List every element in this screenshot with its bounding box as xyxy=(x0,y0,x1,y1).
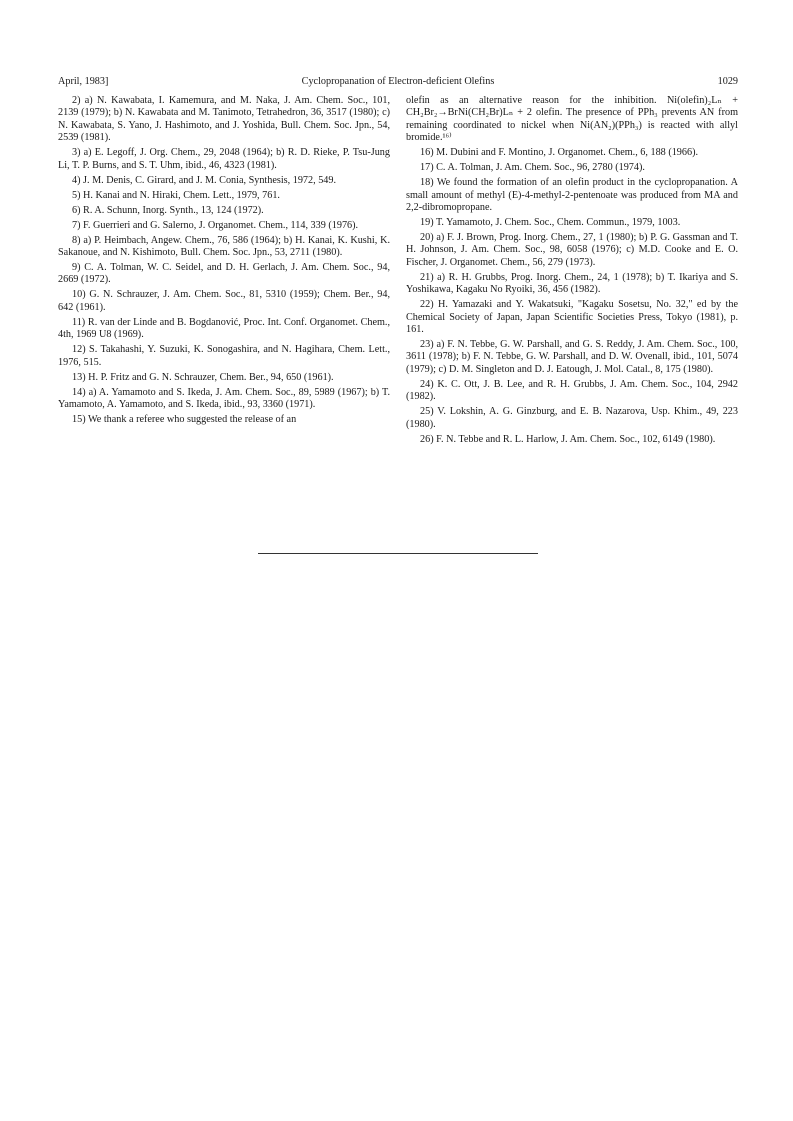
reference-item: 23) a) F. N. Tebbe, G. W. Parshall, and G. S. Reddy, J. Am. Chem. Soc., 100, 3611 (1978); b) F. N. Tebbe, G. W. Parshall, and D. W. Ovenall, ibid., 101, 5074 (1979); c) D. M. Singleton and D. J. Eatough, J. Mol. Catal., 8, 175 (1980). xyxy=(406,339,738,375)
reference-item: 16) M. Dubini and F. Montino, J. Organomet. Chem., 6, 188 (1966). xyxy=(420,147,699,159)
reference-item: 20) a) F. J. Brown, Prog. Inorg. Chem., 27, 1 (1980); b) P. G. Gassman and T. H. Johnson, J. Am. Chem. Soc., 98, 6058 (1976); c) M.D. Cooke and E. O. Fischer, J. Organomet. Chem., 56, 279 (1973). xyxy=(406,232,738,268)
reference-item: 9) C. A. Tolman, W. C. Seidel, and D. H. Gerlach, J. Am. Chem. Soc., 94, 2669 (1972). xyxy=(58,262,390,286)
issue-date: April, 1983] xyxy=(58,76,109,87)
end-rule xyxy=(258,553,538,554)
reference-item: 12) S. Takahashi, Y. Suzuki, K. Sonogashira, and N. Hagihara, Chem. Lett., 1976, 515. xyxy=(58,344,390,368)
reference-item: 10) G. N. Schrauzer, J. Am. Chem. Soc., 81, 5310 (1959); Chem. Ber., 94, 642 (1961). xyxy=(58,289,390,313)
reference-item: 2) a) N. Kawabata, I. Kamemura, and M. Naka, J. Am. Chem. Soc., 101, 2139 (1979); b) N. Kawabata and M. Tanimoto, Tetrahedron, 36, 3517 (1980); c) N. Kawabata, S. Yano, J. Hashimoto, and J. Yoshida, Bull. Chem. Soc. Jpn., 54, 2539 (1981). xyxy=(58,95,390,144)
reference-item: 6) R. A. Schunn, Inorg. Synth., 13, 124 (1972). xyxy=(72,204,264,216)
reference-item: 13) H. P. Fritz and G. N. Schrauzer, Chem. Ber., 94, 650 (1961). xyxy=(72,371,334,383)
running-title: Cyclopropanation of Electron-deficient Olefins xyxy=(301,76,495,87)
reference-item: 15) We thank a referee who suggested the release of an xyxy=(72,414,297,426)
reference-item: 22) H. Yamazaki and Y. Wakatsuki, "Kagaku Sosetsu, No. 32," ed by the Chemical Society of Japan, Japan Scientific Societies Press, Tokyo (1981), p. 161. xyxy=(406,299,739,336)
page-number: 1029 xyxy=(717,76,738,87)
reference-item: 14) a) A. Yamamoto and S. Ikeda, J. Am. Chem. Soc., 89, 5989 (1967); b) T. Yamamoto, A. Yamamoto, and S. Ikeda, ibid., 93, 3360 (1971). xyxy=(58,386,390,411)
reference-item: 4) J. M. Denis, C. Girard, and J. M. Conia, Synthesis, 1972, 549. xyxy=(72,174,337,186)
reference-item: 19) T. Yamamoto, J. Chem. Soc., Chem. Commun., 1979, 1003. xyxy=(420,217,681,229)
reference-item: 26) F. N. Tebbe and R. L. Harlow, J. Am. Chem. Soc., 102, 6149 (1980). xyxy=(420,433,716,445)
reference-item: 11) R. van der Linde and B. Bogdanović, Proc. Int. Conf. Organomet. Chem., 4th, 1969 U8 (1969). xyxy=(58,316,391,341)
reference-item: 21) a) R. H. Grubbs, Prog. Inorg. Chem., 24, 1 (1978); b) T. Ikariya and S. Yoshikawa, Kagaku No Ryoiki, 36, 456 (1982). xyxy=(406,271,738,296)
reference-item: 3) a) E. Legoff, J. Org. Chem., 29, 2048 (1964); b) R. D. Rieke, P. Tsu-Jung Li, T. P. Burns, and S. T. Uhm, ibid., 46, 4323 (1981). xyxy=(58,147,390,171)
reference-item: 24) K. C. Ott, J. B. Lee, and R. H. Grubbs, J. Am. Chem. Soc., 104, 2942 (1982). xyxy=(406,378,738,403)
reference-item: 5) H. Kanai and N. Hiraki, Chem. Lett., 1979, 761. xyxy=(72,189,280,201)
running-header xyxy=(58,76,738,90)
reference-continuation: olefin as an alternative reason for the inhibition. Ni(olefin)₂Lₙ + CH₂Br₂→BrNi(CH₂Br)Lₙ + 2 olefin. The presence of PPh₃ prevents AN from remaining coordinated to nickel when Ni(AN₂)(PPh₃) is reacted with allyl bromide.¹⁶⁾ xyxy=(406,95,738,144)
reference-item: 17) C. A. Tolman, J. Am. Chem. Soc., 96, 2780 (1974). xyxy=(420,162,645,174)
reference-item: 8) a) P. Heimbach, Angew. Chem., 76, 586 (1964); b) H. Kanai, K. Kushi, K. Sakanoue, and N. Kishimoto, Bull. Chem. Soc. Jpn., 53, 2711 (1980). xyxy=(58,234,391,259)
reference-item: 7) F. Guerrieri and G. Salerno, J. Organomet. Chem., 114, 339 (1976). xyxy=(72,219,359,231)
reference-item: 18) We found the formation of an olefin product in the cyclopropanation. A small amount of methyl (E)-4-methyl-2-pentenoate was produced from MA and 2,2-dibromopropane. xyxy=(406,177,738,214)
references-right-column xyxy=(406,95,738,449)
reference-item: 25) V. Lokshin, A. G. Ginzburg, and E. B. Nazarova, Usp. Khim., 49, 223 (1980). xyxy=(406,406,738,430)
references-left-column xyxy=(58,95,390,429)
